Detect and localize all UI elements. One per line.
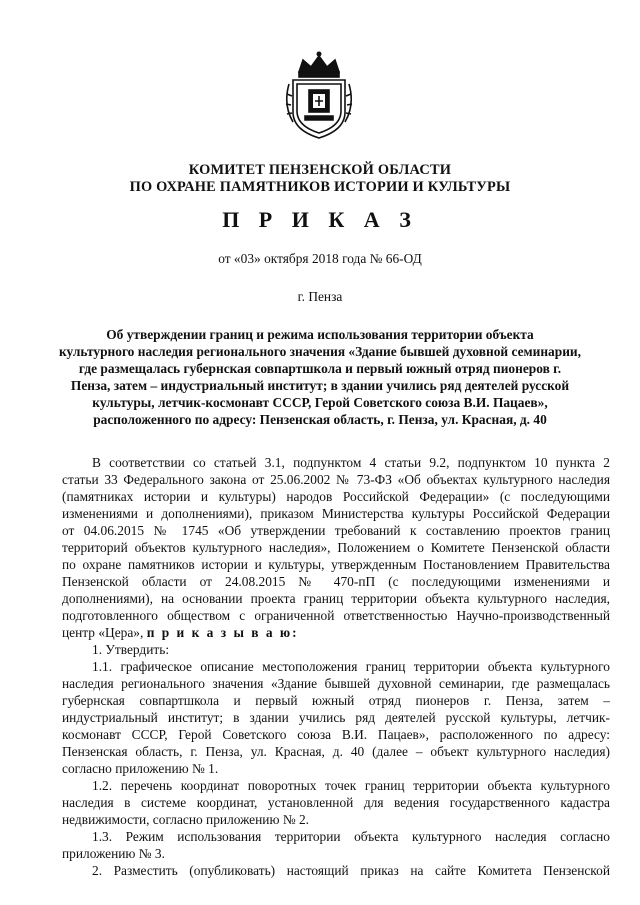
date-number: от «03» октября 2018 года № 66-ОД [218,251,422,266]
item-1-2-line: 1.2. перечень координат поворотных точек границ территории объекта культурного [92,778,610,793]
subject-line: Об утверждении границ и режима использования территории объекта [106,327,534,342]
preamble-line: центр «Цера», [62,625,144,640]
coat-of-arms-icon [283,50,355,140]
item-1-1-line: согласно приложению № 1. [62,761,219,776]
preamble-line: подготовленного обществом с ограниченной ответственностью Научно-производственный [62,608,610,623]
preamble-line: Пензенской области от 24.08.2015 № 470-пП (с последующими изменениями и [62,574,610,589]
preamble-line: дополнениями), на основании проекта границ территории объекта культурного наследия, [62,591,610,606]
item-1: 1. Утвердить: [92,642,170,657]
item-1-1-line: 1.1. графическое описание местоположения границ территории объекта культурного [92,659,610,674]
item-1-1-line: наследия регионального значения «Здание бывшей духовной семинарии, где размещалась [62,676,610,691]
preamble-line: изменениями и дополнениями), приказом Министерства культуры Российской Федерации [62,506,610,521]
org-name-line-1: КОМИТЕТ ПЕНЗЕНСКОЙ ОБЛАСТИ [188,162,452,178]
preamble-line: территорий объектов культурного наследия», Положением о Комитете Пензенской области [62,540,610,555]
subject-line: где размещалась губернская совпартшкола и первый южный отряд пионеров г. [78,361,562,376]
item-1-3-line: приложению № 3. [62,846,165,861]
item-2-line: 2. Разместить (опубликовать) настоящий приказ на сайте Комитета Пензенской [92,863,610,878]
preamble-line: (памятниках истории и культуры) народов Российской Федерации» (с последующими [62,489,610,504]
item-1-1-line: губернская совпартшкола и первый южный отряд пионеров г. Пенза, затем – [62,693,610,708]
subject-line: Пенза, затем – индустриальный институт; в здании учились ряд деятелей русской [70,378,570,393]
document-title: П Р И К А З [222,207,418,232]
subject-line: культуры, летчик-космонавт СССР, Герой Советского союза В.И. Пацаев», [92,395,548,410]
preamble-line: от 04.06.2015 № 1745 «Об утверждении требований к составлению проектов границ [62,523,610,538]
item-1-1-line: Пензенская область, г. Пенза, ул. Красная, д. 40 (далее – объект культурного наследия) [62,744,610,759]
order-word: п р и к а з ы в а ю: [146,625,299,640]
subject-line: культурного наследия регионального значения «Здание бывшей духовной семинарии, [59,344,581,359]
item-1-2-line: недвижимости, согласно приложению № 2. [62,812,309,827]
item-1-1-line: индустриальный институт; в здании учились ряд деятелей русской культуры, летчик- [62,710,610,725]
subject-line: расположенного по адресу: Пензенская область, г. Пенза, ул. Красная, д. 40 [93,412,547,427]
preamble-line: статьи 33 Федерального закона от 25.06.2002 № 73-ФЗ «Об объектах культурного наследия [62,472,610,487]
preamble-last-line [62,625,299,641]
city: г. Пенза [297,289,343,304]
item-1-3-line: 1.3. Режим использования территории объекта культурного наследия согласно [92,829,610,844]
org-name-line-2: ПО ОХРАНЕ ПАМЯТНИКОВ ИСТОРИИ И КУЛЬТУРЫ [129,179,511,195]
preamble-line: по охране памятников истории и культуры, утвержденным Постановлением Правительства [62,557,610,572]
preamble-line: В соответствии со статьей 3.1, подпунктом 4 статьи 9.2, подпунктом 10 пункта 2 [92,455,610,470]
item-1-2-line: наследия в системе координат, установленной для ведения государственного кадастра [62,795,610,810]
item-1-1-line: космонавт СССР, Герой Советского союза В.И. Пацаев», расположенного по адресу: [62,727,610,742]
